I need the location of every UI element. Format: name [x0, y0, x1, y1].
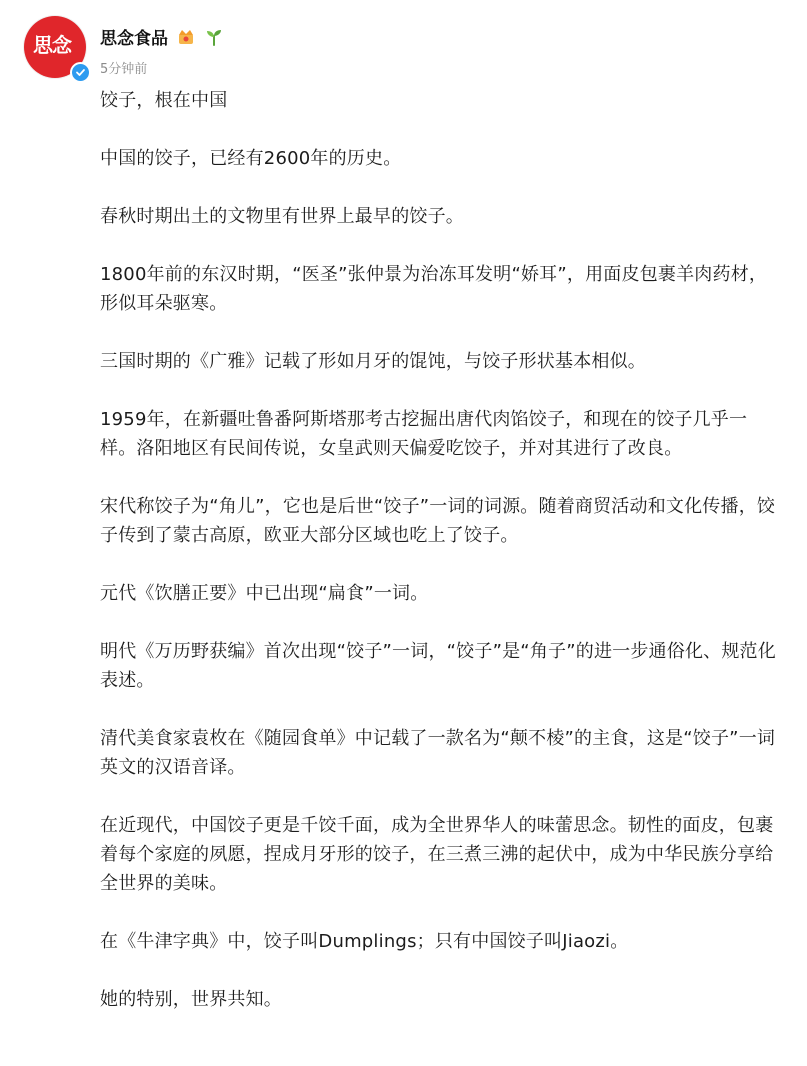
- post-paragraph: 三国时期的《广雅》记载了形如月牙的馄饨，与饺子形状基本相似。: [100, 351, 646, 372]
- verified-icon: [70, 62, 91, 83]
- post-paragraph: 明代《万历野获编》首次出现“饺子”一词，“饺子”是“角子”的进一步通俗化、规范化表述。: [100, 641, 776, 691]
- post-paragraph: 春秋时期出土的文物里有世界上最早的饺子。: [100, 206, 464, 227]
- post-paragraph: 在近现代，中国饺子更是千饺千面，成为全世界华人的味蕾思念。韧性的面皮，包裹着每个家庭的夙愿，捏成月牙形的饺子，在三煮三沸的起伏中，成为中华民族分享给全世界的美味。: [100, 815, 774, 894]
- logo-mark: [33, 32, 77, 58]
- sprout-badge-icon[interactable]: [204, 27, 224, 47]
- post-timestamp: 5分钟前: [100, 62, 148, 77]
- post-body: [100, 86, 780, 1043]
- post-paragraph: 1959年，在新疆吐鲁番阿斯塔那考古挖掘出唐代肉馅饺子，和现在的饺子几乎一样。洛阳地区有民间传说，女皇武则天偏爱吃饺子，并对其进行了改良。: [100, 409, 748, 459]
- post-paragraph: 饺子，根在中国: [100, 90, 228, 111]
- avatar[interactable]: [24, 16, 86, 78]
- svg-text:思念: 思念: [33, 32, 71, 57]
- post-paragraph: 她的特别，世界共知。: [100, 989, 282, 1010]
- username[interactable]: 思念食品: [100, 29, 168, 49]
- post-paragraph: 宋代称饺子为“角儿”，它也是后世“饺子”一词的词源。随着商贸活动和文化传播，饺子传到了蒙古高原，欧亚大部分区域也吃上了饺子。: [100, 496, 776, 546]
- avatar-logo: [33, 32, 77, 63]
- post-paragraph: 中国的饺子，已经有2600年的历史。: [100, 148, 402, 169]
- post-paragraph: 1800年前的东汉时期，“医圣”张仲景为治冻耳发明“娇耳”，用面皮包裹羊肉药材，形似耳朵驱寒。: [100, 264, 768, 314]
- post-header: [24, 16, 784, 80]
- post-paragraph: 元代《饮膳正要》中已出现“扁食”一词。: [100, 583, 429, 604]
- post-paragraph: 在《牛津字典》中，饺子叫Dumplings；只有中国饺子叫Jiaozi。: [100, 931, 629, 952]
- post-paragraph: 清代美食家袁枚在《随园食单》中记载了一款名为“颠不棱”的主食，这是“饺子”一词英文的汉语音译。: [100, 728, 776, 778]
- crown-badge-icon[interactable]: [176, 27, 196, 47]
